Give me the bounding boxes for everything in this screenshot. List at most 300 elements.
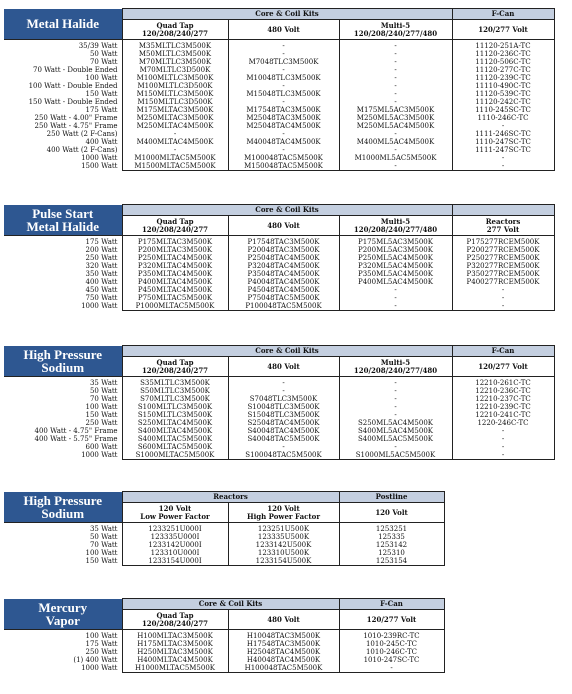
part-number-cell: 1220-246C-TC xyxy=(452,419,554,427)
part-number-cell: P320277RCEM500K xyxy=(452,262,554,270)
part-number-cell: S400MLTAC4M500K xyxy=(122,427,228,435)
part-number-cell: 1010-245C-TC xyxy=(339,640,444,648)
part-number-cell: P200MLTAC3M500K xyxy=(122,246,228,254)
table-row xyxy=(4,98,554,106)
part-number-cell: P175MLTAC3M500K xyxy=(122,236,228,247)
part-number-cell: M15048TLC3M500K xyxy=(228,90,339,98)
part-number-cell: H400MLTAC4M500K xyxy=(122,656,228,664)
part-number-cell: S35MLTLC3M500K xyxy=(122,377,228,388)
part-number-cell: 1233142U500K xyxy=(228,541,339,549)
part-number-cell: M40048TAC4M500K xyxy=(228,138,339,146)
part-number-cell: M17548TAC3M500K xyxy=(228,106,339,114)
part-number-cell: M35MLTLC3M500K xyxy=(122,40,228,51)
part-number-cell: S25048TAC4M500K xyxy=(228,419,339,427)
part-number-cell: - xyxy=(228,66,339,74)
section-title: High Pressure Sodium xyxy=(4,492,122,523)
column-header: 480 Volt xyxy=(228,357,339,377)
part-number-cell: 1010-246C-TC xyxy=(339,648,444,656)
table-row xyxy=(4,640,444,648)
part-number-cell: 1111-246SC-TC xyxy=(452,130,554,138)
wattage-label: 50 Watt xyxy=(89,387,118,395)
wattage-label: 250 Watt - 4.75" Frame xyxy=(34,122,118,130)
part-number-cell: P75048TAC5M500K xyxy=(228,294,339,302)
part-number-cell: - xyxy=(339,130,452,138)
part-number-cell: 11120-539C-TC xyxy=(452,90,554,98)
part-number-cell: - xyxy=(228,387,339,395)
group-header: Core & Coil Kits xyxy=(122,346,452,357)
wattage-label: 100 Watt xyxy=(85,632,118,640)
part-number-cell: P320MLTAC4M500K xyxy=(122,262,228,270)
wattage-label: 400 Watt xyxy=(85,278,118,286)
table-row xyxy=(4,162,554,171)
table-row xyxy=(4,270,554,278)
part-number-cell: M400ML5AC4M500K xyxy=(339,138,452,146)
part-number-cell: S250MLTAC4M500K xyxy=(122,419,228,427)
part-number-cell: 1253154 xyxy=(339,557,444,566)
wattage-label: 1000 Watt xyxy=(81,664,118,673)
part-number-cell: - xyxy=(228,130,339,138)
part-number-cell: S100MLTLC3M500K xyxy=(122,403,228,411)
table-row xyxy=(4,90,554,98)
part-number-cell: M150MLTLC3M500K xyxy=(122,90,228,98)
part-number-cell: 11120-236C-TC xyxy=(452,50,554,58)
column-header: Multi-5 120/208/240/277/480 xyxy=(339,20,452,40)
wattage-label: 70 Watt xyxy=(89,395,118,403)
part-number-cell: P350277RCEM500K xyxy=(452,270,554,278)
wattage-label: 150 Watt - Double Ended xyxy=(28,98,118,106)
table-row xyxy=(4,541,444,549)
table-row xyxy=(4,648,444,656)
table-row xyxy=(4,302,554,311)
table-row xyxy=(4,254,554,262)
part-number-cell: M250MLTAC4M500K xyxy=(122,122,228,130)
group-header: Core & Coil Kits xyxy=(122,205,452,216)
table-row xyxy=(4,377,554,388)
column-header: Quad Tap 120/208/240/277 xyxy=(122,610,228,630)
part-number-cell: S400ML5AC5M500K xyxy=(339,435,452,443)
part-number-cell: P400ML5AC4M500K xyxy=(339,278,452,286)
part-number-cell: H1000MLTAC5M500K xyxy=(122,664,228,673)
part-number-cell: - xyxy=(228,50,339,58)
part-number-cell: - xyxy=(228,82,339,90)
wattage-label: 150 Watt xyxy=(85,90,118,98)
table-row xyxy=(4,106,554,114)
part-number-cell: P750MLTAC5M500K xyxy=(122,294,228,302)
group-header: F-Can xyxy=(339,599,444,610)
part-number-cell: - xyxy=(339,403,452,411)
part-number-cell: - xyxy=(339,387,452,395)
wattage-label: 400 Watt - 4.75" Frame xyxy=(34,427,118,435)
part-number-cell: P25048TAC4M500K xyxy=(228,254,339,262)
part-number-cell: P1000MLTAC5M500K xyxy=(122,302,228,311)
part-number-cell: M70MLTLC3D500K xyxy=(122,66,228,74)
table-row xyxy=(4,443,554,451)
table-row xyxy=(4,557,444,566)
wattage-label: 750 Watt xyxy=(85,294,118,302)
part-number-cell: - xyxy=(339,74,452,82)
part-number-cell: P250277RCEM500K xyxy=(452,254,554,262)
part-number-cell: P200277RCEM500K xyxy=(452,246,554,254)
part-number-cell: P175277RCEM500K xyxy=(452,236,554,247)
part-number-cell: M250ML5AC3M500K xyxy=(339,114,452,122)
part-number-cell: - xyxy=(122,146,228,154)
part-number-cell: - xyxy=(339,50,452,58)
part-number-cell: - xyxy=(339,146,452,154)
group-header: Postline xyxy=(339,492,444,503)
column-header: Quad Tap 120/208/240/277 xyxy=(122,216,228,236)
part-number-cell: 11120-506C-TC xyxy=(452,58,554,66)
part-number-cell: M25048TAC4M500K xyxy=(228,122,339,130)
group-header: Core & Coil Kits xyxy=(122,599,339,610)
part-number-cell: P250MLTAC4M500K xyxy=(122,254,228,262)
part-number-cell: P320ML5AC4M500K xyxy=(339,262,452,270)
part-number-cell: S7048TLC3M500K xyxy=(228,395,339,403)
part-number-cell: - xyxy=(228,98,339,106)
group-header-blank xyxy=(452,205,554,216)
part-number-cell: 1010-239RC-TC xyxy=(339,630,444,641)
column-header: Multi-5 120/208/240/277/480 xyxy=(339,216,452,236)
part-number-cell: - xyxy=(452,294,554,302)
column-header: 120 Volt High Power Factor xyxy=(228,503,339,523)
wattage-label: 320 Watt xyxy=(85,262,118,270)
wattage-label: 400 Watt - 5.75" Frame xyxy=(34,435,118,443)
part-number-cell: P250ML5AC4M500K xyxy=(339,254,452,262)
hps-reactors-table xyxy=(4,491,445,566)
section-title: Mercury Vapor xyxy=(4,599,122,630)
part-number-cell: P200ML5AC3M500K xyxy=(339,246,452,254)
part-number-cell: M100048TAC5M500K xyxy=(228,154,339,162)
column-header: 120 Volt xyxy=(339,503,444,523)
part-number-cell: 11110-490C-TC xyxy=(452,82,554,90)
part-number-cell: 12210-239C-TC xyxy=(452,403,554,411)
part-number-cell: - xyxy=(452,154,554,162)
group-header: F-Can xyxy=(452,9,554,20)
column-header: 480 Volt xyxy=(228,610,339,630)
part-number-cell: - xyxy=(339,302,452,311)
wattage-label: 70 Watt xyxy=(89,58,118,66)
wattage-label: 600 Watt xyxy=(85,443,118,451)
part-number-cell: - xyxy=(339,82,452,90)
part-number-cell: - xyxy=(452,443,554,451)
column-header: 480 Volt xyxy=(228,216,339,236)
metal-halide-section xyxy=(4,8,554,171)
table-row xyxy=(4,411,554,419)
table-row xyxy=(4,419,554,427)
hps-reactors-section xyxy=(4,491,444,566)
part-number-cell: 11120-277C-TC xyxy=(452,66,554,74)
wattage-label: 100 Watt - Double Ended xyxy=(28,82,118,90)
section-title: Metal Halide xyxy=(4,9,122,40)
part-number-cell: P400277RCEM500K xyxy=(452,278,554,286)
part-number-cell: S250ML5AC4M500K xyxy=(339,419,452,427)
part-number-cell: - xyxy=(339,162,452,171)
part-number-cell: - xyxy=(452,427,554,435)
part-number-cell: 1233154U500K xyxy=(228,557,339,566)
part-number-cell: - xyxy=(339,443,452,451)
part-number-cell: P17548TAC3M500K xyxy=(228,236,339,247)
wattage-label: 250 Watt xyxy=(85,419,118,427)
part-number-cell: - xyxy=(452,122,554,130)
part-number-cell: 11120-242C-TC xyxy=(452,98,554,106)
part-number-cell: - xyxy=(452,162,554,171)
wattage-label: (1) 400 Watt xyxy=(73,656,118,664)
part-number-cell: 123251U500K xyxy=(228,523,339,534)
part-number-cell: S10048TLC3M500K xyxy=(228,403,339,411)
wattage-label: 1000 Watt xyxy=(81,451,118,460)
part-number-cell: 1253142 xyxy=(339,541,444,549)
table-row xyxy=(4,387,554,395)
part-number-cell: M100MLTLC3M500K xyxy=(122,74,228,82)
part-number-cell: - xyxy=(452,286,554,294)
pulse-start-table xyxy=(4,204,555,311)
column-header: Quad Tap 120/208/240/277 xyxy=(122,357,228,377)
wattage-label: 150 Watt xyxy=(85,411,118,419)
wattage-label: 175 Watt xyxy=(85,640,118,648)
part-number-cell: P20048TAC3M500K xyxy=(228,246,339,254)
wattage-label: 150 Watt xyxy=(85,557,118,566)
part-number-cell: S1000ML5AC5M500K xyxy=(339,451,452,460)
wattage-label: 70 Watt xyxy=(89,541,118,549)
wattage-label: 1000 Watt xyxy=(81,154,118,162)
part-number-cell: P175ML5AC3M500K xyxy=(339,236,452,247)
wattage-label: 350 Watt xyxy=(85,270,118,278)
part-number-cell: H100MLTAC3M500K xyxy=(122,630,228,641)
part-number-cell: 11120-251A-TC xyxy=(452,40,554,51)
table-row xyxy=(4,154,554,162)
part-number-cell: - xyxy=(339,664,444,673)
part-number-cell: - xyxy=(228,40,339,51)
part-number-cell: 125335 xyxy=(339,533,444,541)
column-header: Quad Tap 120/208/240/277 xyxy=(122,20,228,40)
table-row xyxy=(4,630,444,641)
part-number-cell: 1010-247SC-TC xyxy=(339,656,444,664)
part-number-cell: - xyxy=(452,435,554,443)
part-number-cell: M400MLTAC4M500K xyxy=(122,138,228,146)
part-number-cell: P45048TAC4M500K xyxy=(228,286,339,294)
part-number-cell: S40048TAC4M500K xyxy=(228,427,339,435)
part-number-cell: S70MLTLC3M500K xyxy=(122,395,228,403)
part-number-cell: - xyxy=(339,286,452,294)
part-number-cell: M150048TAC5M500K xyxy=(228,162,339,171)
wattage-label: 250 Watt - 4.00" Frame xyxy=(34,114,118,122)
part-number-cell: S40048TAC5M500K xyxy=(228,435,339,443)
part-number-cell: - xyxy=(339,58,452,66)
part-number-cell: M1000MLTAC5M500K xyxy=(122,154,228,162)
table-row xyxy=(4,236,554,247)
part-number-cell: 1110-246C-TC xyxy=(452,114,554,122)
column-header: Multi-5 120/208/240/277/480 xyxy=(339,357,452,377)
part-number-cell: 125310 xyxy=(339,549,444,557)
table-row xyxy=(4,395,554,403)
part-number-cell: - xyxy=(339,411,452,419)
wattage-label: 35 Watt xyxy=(89,525,118,533)
group-header: F-Can xyxy=(452,346,554,357)
part-number-cell: M7048TLC3M500K xyxy=(228,58,339,66)
table-row xyxy=(4,122,554,130)
part-number-cell: H40048TAC4M500K xyxy=(228,656,339,664)
table-row xyxy=(4,523,444,534)
table-row xyxy=(4,74,554,82)
table-row xyxy=(4,286,554,294)
table-row xyxy=(4,451,554,460)
column-header: 120 Volt Low Power Factor xyxy=(122,503,228,523)
part-number-cell: H25048TAC4M500K xyxy=(228,648,339,656)
part-number-cell: 11120-239C-TC xyxy=(452,74,554,82)
part-number-cell: - xyxy=(339,66,452,74)
hps-core-coil-table xyxy=(4,345,555,460)
metal-halide-table xyxy=(4,8,555,171)
part-number-cell: - xyxy=(228,146,339,154)
part-number-cell: 12210-236C-TC xyxy=(452,387,554,395)
table-row xyxy=(4,114,554,122)
part-number-cell: M25048TAC3M500K xyxy=(228,114,339,122)
part-number-cell: P32048TAC4M500K xyxy=(228,262,339,270)
pulse-start-metal-halide-section xyxy=(4,204,554,311)
table-row xyxy=(4,40,554,51)
part-number-cell: 1233154U000I xyxy=(122,557,228,566)
table-row xyxy=(4,278,554,286)
part-number-cell: P350ML5AC4M500K xyxy=(339,270,452,278)
wattage-label: 35/39 Watt xyxy=(78,42,118,50)
part-number-cell: - xyxy=(339,98,452,106)
part-number-cell: - xyxy=(339,377,452,388)
mercury-vapor-table xyxy=(4,598,445,673)
column-header: 120/277 Volt xyxy=(339,610,444,630)
part-number-cell: S150MLTLC3M500K xyxy=(122,411,228,419)
part-number-cell: M150MLTLC3D500K xyxy=(122,98,228,106)
part-number-cell: S1000MLTAC5M500K xyxy=(122,451,228,460)
table-row xyxy=(4,664,444,673)
part-number-cell: S100048TAC5M500K xyxy=(228,451,339,460)
part-number-cell: - xyxy=(122,130,228,138)
section-title: High Pressure Sodium xyxy=(4,346,122,377)
column-header: 480 Volt xyxy=(228,20,339,40)
part-number-cell: S15048TLC3M500K xyxy=(228,411,339,419)
table-row xyxy=(4,403,554,411)
part-number-cell: H100048TAC5M500K xyxy=(228,664,339,673)
part-number-cell: S600MLTAC5M500K xyxy=(122,443,228,451)
part-number-cell: 123335U000I xyxy=(122,533,228,541)
table-row xyxy=(4,656,444,664)
part-number-cell: M250ML5AC4M500K xyxy=(339,122,452,130)
table-row xyxy=(4,58,554,66)
part-number-cell: H175MLTAC3M500K xyxy=(122,640,228,648)
wattage-label: 400 Watt (2 F-Cans) xyxy=(46,146,118,154)
part-number-cell: P35048TAC4M500K xyxy=(228,270,339,278)
part-number-cell: H17548TAC3M500K xyxy=(228,640,339,648)
hps-core-coil-section xyxy=(4,345,554,460)
part-number-cell: - xyxy=(228,377,339,388)
part-number-cell: 1110-245SC-TC xyxy=(452,106,554,114)
wattage-label: 200 Watt xyxy=(85,246,118,254)
wattage-label: 1000 Watt xyxy=(81,302,118,311)
mercury-vapor-section xyxy=(4,598,444,673)
column-header: Reactors 277 Volt xyxy=(452,216,554,236)
wattage-label: 35 Watt xyxy=(89,379,118,387)
wattage-label: 250 Watt xyxy=(85,648,118,656)
part-number-cell: S400MLTAC5M500K xyxy=(122,435,228,443)
part-number-cell: - xyxy=(339,395,452,403)
wattage-label: 175 Watt xyxy=(85,106,118,114)
wattage-label: 250 Watt (2 F-Cans) xyxy=(46,130,118,138)
part-number-cell: M100MLTLC3D500K xyxy=(122,82,228,90)
column-header: 120/277 Volt xyxy=(452,357,554,377)
table-row xyxy=(4,66,554,74)
table-row xyxy=(4,533,444,541)
part-number-cell: - xyxy=(228,443,339,451)
table-row xyxy=(4,294,554,302)
part-number-cell: - xyxy=(452,451,554,460)
part-number-cell: 123310U500K xyxy=(228,549,339,557)
wattage-label: 400 Watt xyxy=(85,138,118,146)
part-number-cell: 123310U000I xyxy=(122,549,228,557)
part-number-cell: 1110-247SC-TC xyxy=(452,138,554,146)
part-number-cell: M10048TLC3M500K xyxy=(228,74,339,82)
table-row xyxy=(4,138,554,146)
column-header: 120/277 Volt xyxy=(452,20,554,40)
group-header: Core & Coil Kits xyxy=(122,9,452,20)
part-number-cell: P400MLTAC4M500K xyxy=(122,278,228,286)
part-number-cell: P450MLTAC4M500K xyxy=(122,286,228,294)
part-number-cell: M1000ML5AC5M500K xyxy=(339,154,452,162)
table-row xyxy=(4,146,554,154)
part-number-cell: P40048TAC4M500K xyxy=(228,278,339,286)
section-title: Pulse Start Metal Halide xyxy=(4,205,122,236)
part-number-cell: - xyxy=(452,302,554,311)
wattage-label: 50 Watt xyxy=(89,533,118,541)
part-number-cell: S50MLTLC3M500K xyxy=(122,387,228,395)
part-number-cell: 12210-261C-TC xyxy=(452,377,554,388)
part-number-cell: - xyxy=(339,294,452,302)
part-number-cell: P100048TAC5M500K xyxy=(228,302,339,311)
wattage-label: 70 Watt - Double Ended xyxy=(33,66,118,74)
part-number-cell: 1233251U000I xyxy=(122,523,228,534)
part-number-cell: M175ML5AC3M500K xyxy=(339,106,452,114)
table-row xyxy=(4,246,554,254)
table-row xyxy=(4,50,554,58)
table-row xyxy=(4,435,554,443)
part-number-cell: 12210-241C-TC xyxy=(452,411,554,419)
part-number-cell: 1253251 xyxy=(339,523,444,534)
part-number-cell: P350MLTAC4M500K xyxy=(122,270,228,278)
part-number-cell: M1500MLTAC5M500K xyxy=(122,162,228,171)
wattage-label: 175 Watt xyxy=(85,238,118,246)
part-number-cell: 123335U500K xyxy=(228,533,339,541)
table-row xyxy=(4,130,554,138)
part-number-cell: H10048TAC3M500K xyxy=(228,630,339,641)
wattage-label: 100 Watt xyxy=(85,403,118,411)
part-number-cell: M50MLTLC3M500K xyxy=(122,50,228,58)
wattage-label: 250 Watt xyxy=(85,254,118,262)
table-row xyxy=(4,82,554,90)
part-number-cell: 1233142U000I xyxy=(122,541,228,549)
part-number-cell: - xyxy=(339,90,452,98)
wattage-label: 450 Watt xyxy=(85,286,118,294)
part-number-cell: 12210-237C-TC xyxy=(452,395,554,403)
wattage-label: 1500 Watt xyxy=(81,162,118,171)
part-number-cell: M175MLTAC3M500K xyxy=(122,106,228,114)
part-number-cell: H250MLTAC3M500K xyxy=(122,648,228,656)
wattage-label: 50 Watt xyxy=(89,50,118,58)
part-number-cell: 1111-247SC-TC xyxy=(452,146,554,154)
wattage-label: 100 Watt xyxy=(85,549,118,557)
part-number-cell: M250MLTAC3M500K xyxy=(122,114,228,122)
table-row xyxy=(4,427,554,435)
part-number-cell: - xyxy=(339,40,452,51)
part-number-cell: S400ML5AC4M500K xyxy=(339,427,452,435)
table-row xyxy=(4,549,444,557)
group-header: Reactors xyxy=(122,492,339,503)
